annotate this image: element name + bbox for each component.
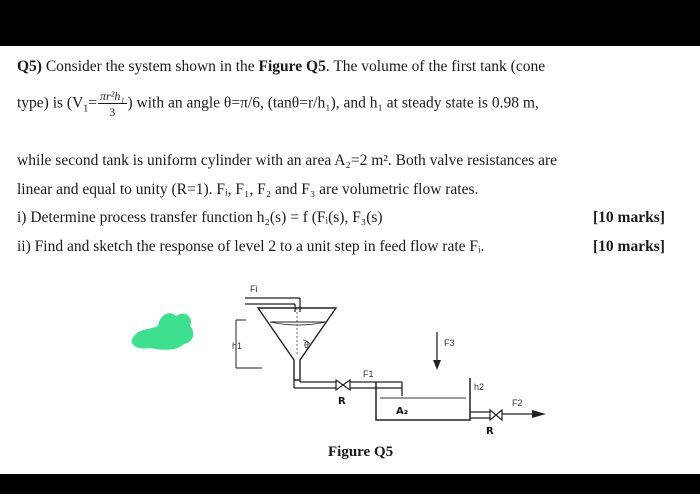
cylinder-tank	[376, 378, 470, 420]
label-f1: F1	[363, 369, 374, 379]
label-theta: θ	[304, 340, 310, 350]
part-1-text: i) Determine process transfer function h₂(s) = f (Fᵢ(s), F₃(s)	[17, 209, 383, 226]
inlet-pipe	[245, 298, 300, 312]
valve-2-icon	[490, 410, 502, 420]
line1-text-post: . The volume of the first tank (cone	[325, 58, 546, 75]
part-1-marks: [10 marks]	[593, 209, 665, 226]
label-area-a2: A₂	[396, 406, 409, 417]
figure-reference: Figure Q5	[258, 58, 326, 75]
equals-sign: =	[88, 94, 98, 112]
label-fi: Fi	[250, 284, 258, 294]
line2-text-post: ) with an angle θ=π/6, (tanθ=r/h₁), and h₁ at steady state is 0.98 m,	[127, 94, 539, 112]
part-2-marks: [10 marks]	[593, 238, 665, 255]
outlet-pipe-f2	[470, 410, 546, 418]
f3-arrow-icon	[433, 332, 441, 370]
question-line-3: while second tank is uniform cylinder with an area A₂=2 m². Both valve resistances are	[17, 152, 558, 169]
label-f3: F3	[444, 338, 455, 348]
label-valve-2: R	[486, 426, 494, 437]
fraction-numerator: πr²h₁	[100, 89, 125, 103]
part-2-text: ii) Find and sketch the response of level 2 to a unit step in feed flow rate Fᵢ.	[17, 238, 485, 255]
label-valve-1: R	[338, 396, 346, 407]
cone-tank	[258, 308, 336, 380]
question-number: Q5)	[17, 58, 42, 75]
highlight-mark	[132, 313, 194, 350]
line2-text: type) is (V	[17, 94, 84, 112]
v1-subscript: 1	[83, 103, 89, 115]
figure-caption: Figure Q5	[328, 444, 394, 460]
label-h2: h2	[474, 382, 485, 392]
valve-1-icon	[336, 380, 350, 390]
label-h1: h1	[232, 341, 243, 351]
question-page	[0, 46, 700, 474]
process-diagram	[0, 46, 700, 474]
fraction-denominator: 3	[109, 105, 116, 119]
label-f2: F2	[512, 398, 523, 408]
question-line-4: linear and equal to unity (R=1). Fᵢ, F₁, F₂ and F₃ are volumetric flow rates.	[17, 181, 479, 198]
line1-text: Consider the system shown in the	[45, 58, 255, 75]
